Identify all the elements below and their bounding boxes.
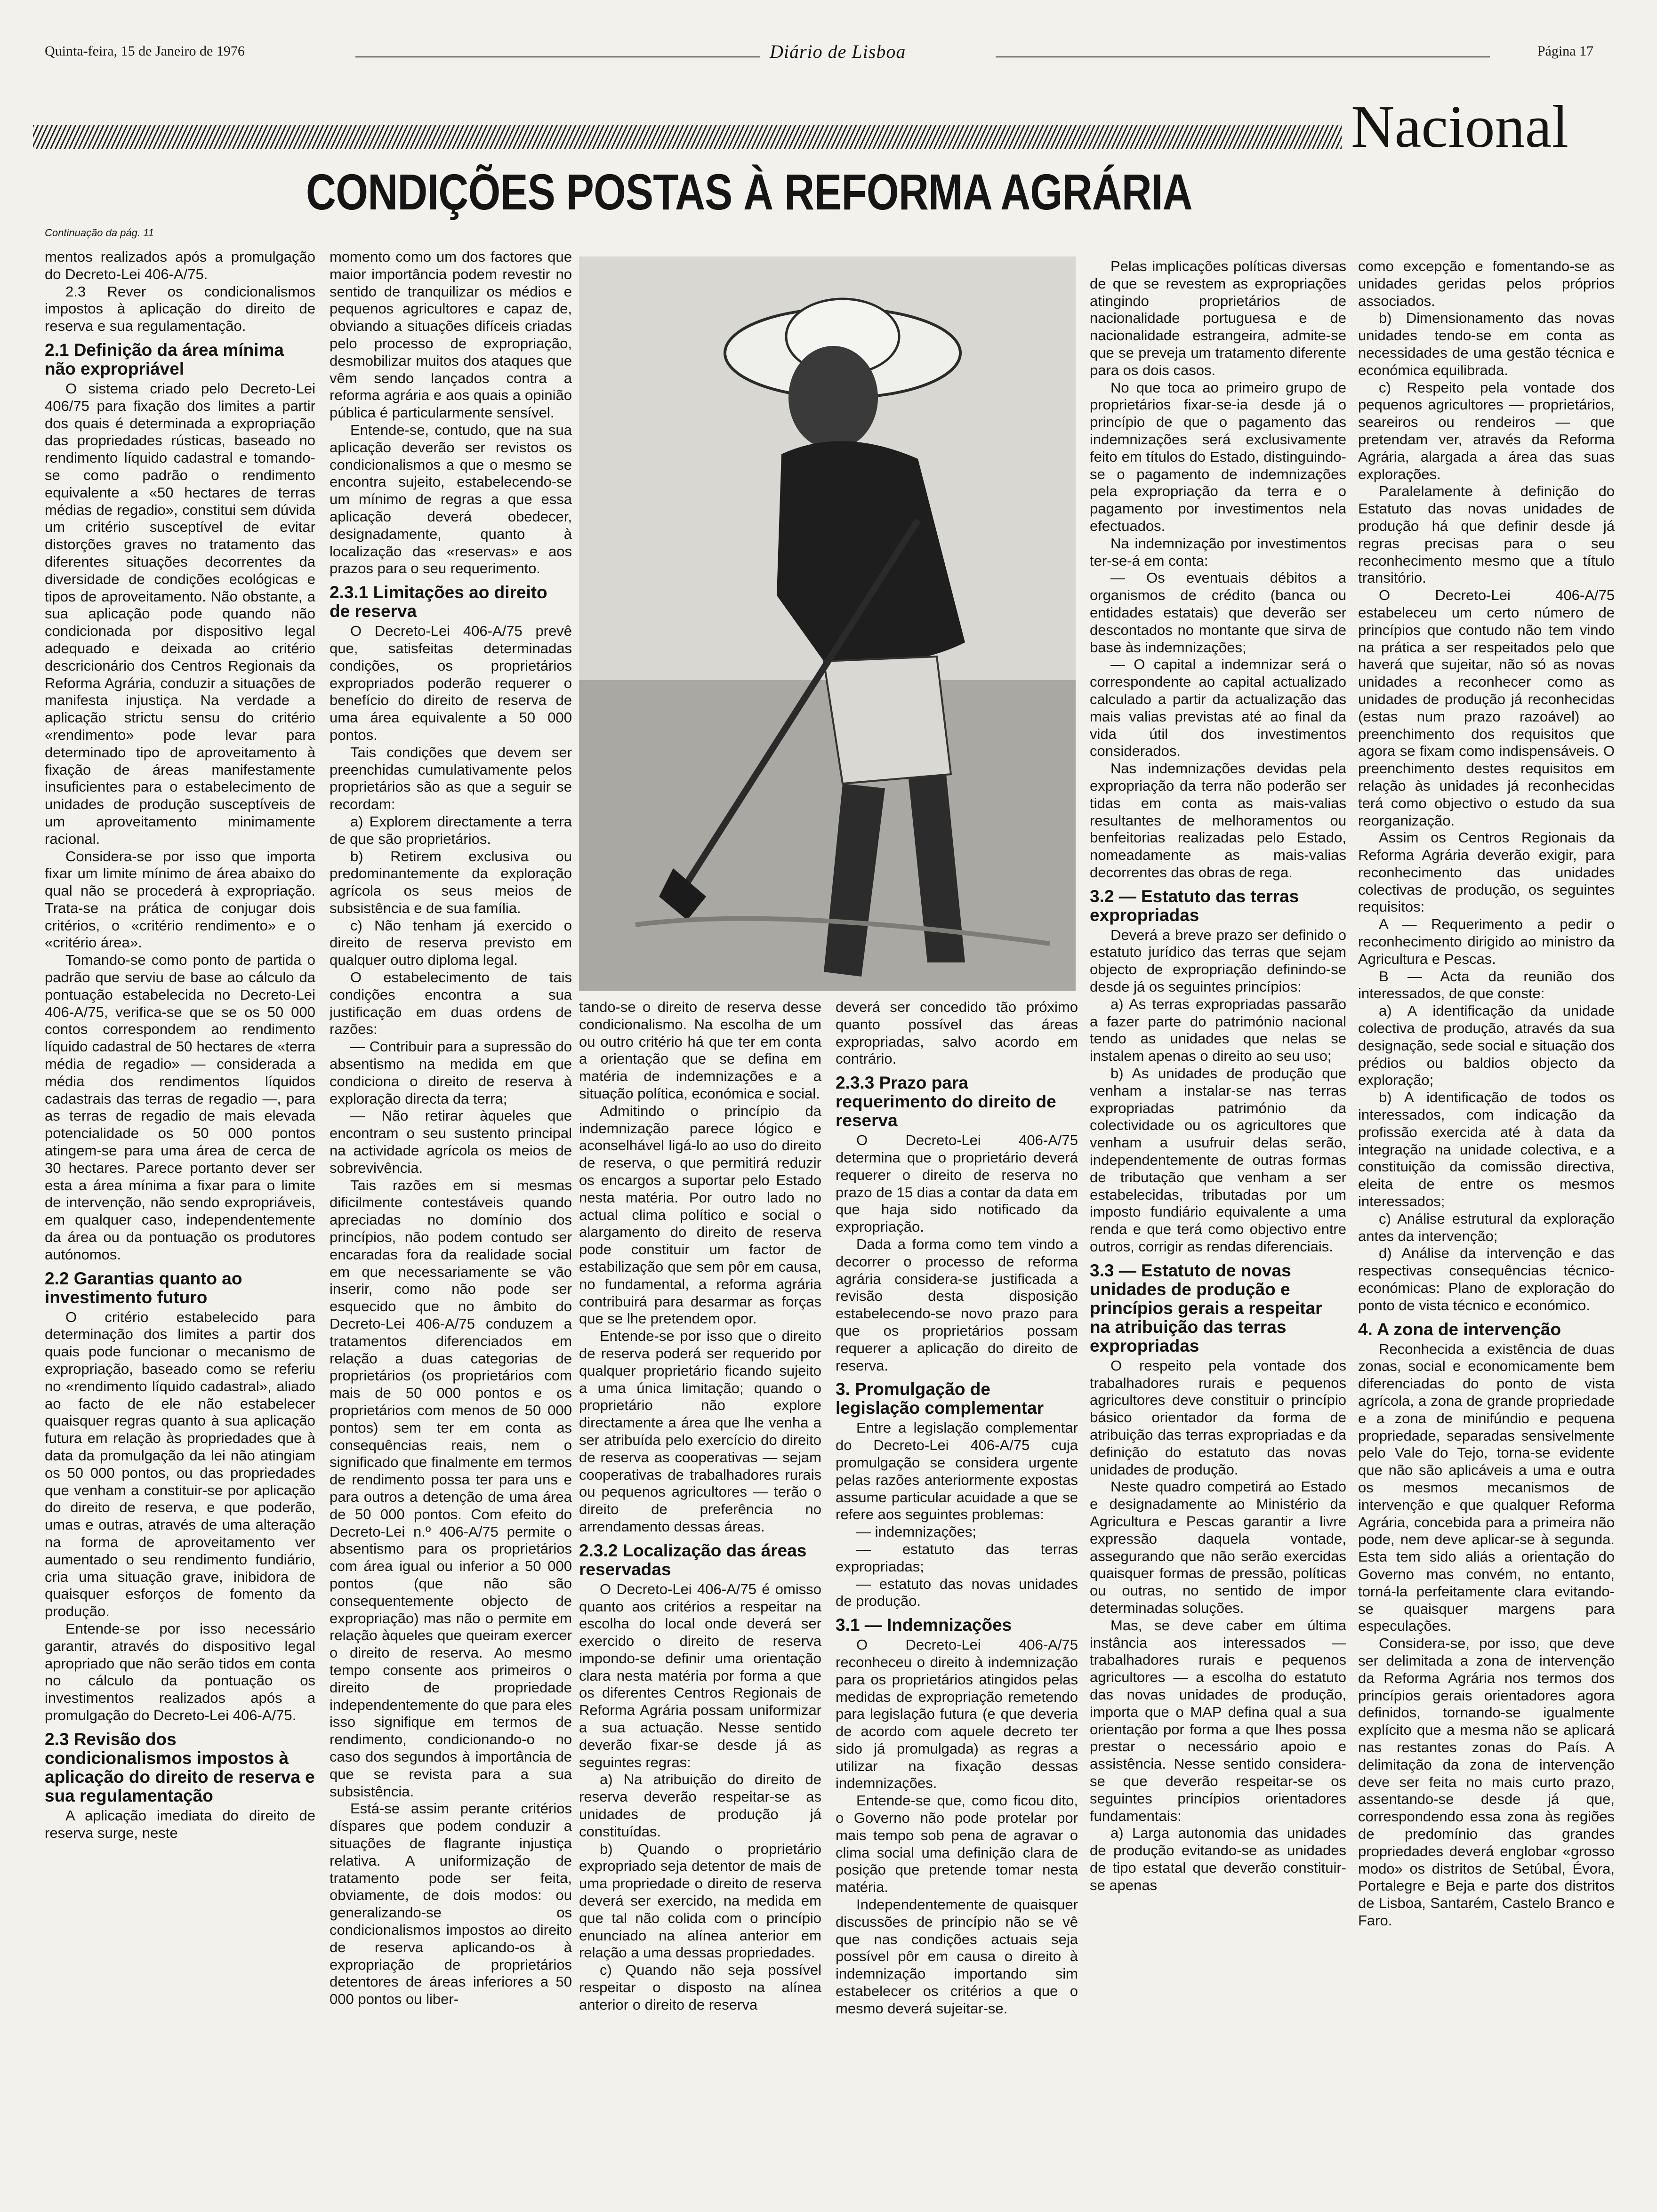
paragraph: a) Explorem directamente a terra de que são proprietários. (330, 813, 572, 847)
paragraph: Está-se assim perante critérios díspares que podem conduzir a situações de flagrante injustiça relativa. A uniformização de tratamento pode ser feita, obviamente, de dois modos: ou generalizando-se os condicionalismos impostos ao direito de reserva aplicando-os à expropriação de proprietários detentores de áreas inferiores a 50 000 pontos ou liber- (330, 1800, 572, 2008)
paragraph: — Contribuir para a supressão do absentismo na medida em que condiciona o direito de reserva à exploração directa da terra; (330, 1038, 572, 1107)
paragraph: a) Na atribuição do direito de reserva deverão respeitar-se as unidades de produção já constituídas. (579, 1771, 821, 1840)
paragraph: O Decreto-Lei 406-A/75 é omisso quanto aos critérios a respeitar na escolha do local onde deverá ser exercido o direito de reserva impondo-se definir uma orientação clara nesta matéria por forma a que os diferentes Centros Regionais de Reforma Agrária possam uniformizar a sua actuação. Nesse sentido deverão fixar-se desde já as seguintes regras: (579, 1580, 821, 1771)
article-column-6 (1358, 258, 1615, 2178)
headline: CONDIÇÕES POSTAS À REFORMA AGRÁRIA (306, 163, 1192, 220)
subheading: 3. Promulgação de legislação complementar (836, 1379, 1044, 1418)
subheading: 2.3.3 Prazo para requerimento do direito de reserva (836, 1073, 1056, 1130)
paragraph: Assim os Centros Regionais da Reforma Agrária deverão exigir, para reconhecimento das unidades colectivas de produção, os seguintes requisitos: (1358, 829, 1615, 915)
paragraph: O respeito pela vontade dos trabalhadores rurais e pequenos agricultores deve constituir o princípio básico orientador da forma de atribuição das terras expropriadas e da definição do estatuto das novas unidades de produção. (1090, 1357, 1346, 1478)
paragraph: b) As unidades de produção que venham a instalar-se nas terras expropriadas património da colectividade ou os agricultores que venham a usufruir delas serão, independentemente de outras formas de tributação que venham a ser estabelecidas, tributadas por um imposto fundiário equivalente a uma renda e que terá como objectivo entre outros, corrigir as rendas diferenciais. (1090, 1065, 1346, 1255)
article-column-1 (45, 248, 315, 2178)
header-rule-left (355, 56, 760, 57)
page-number: Página 17 (1537, 43, 1593, 59)
paragraph: Na indemnização por investimentos ter-se-á em conta: (1090, 535, 1346, 569)
subheading: 2.1 Definição da área mínima não expropriável (45, 340, 284, 378)
paragraph: c) Não tenham já exercido o direito de reserva previsto em qualquer outro diploma legal. (330, 917, 572, 969)
paragraph: b) Quando o proprietário expropriado seja detentor de mais de uma propriedade o direito de reserva deverá ser exercido, na medida em que tal não colida com o princípio enunciado na alínea anterior em relação a uma dessas propriedades. (579, 1840, 821, 1961)
paragraph: — O capital a indemnizar será o correspondente ao capital actualizado calculado a partir da actualização das mais valias previstas até ao final da vida útil dos investimentos considerados. (1090, 656, 1346, 760)
paragraph: Tais condições que devem ser preenchidas cumulativamente pelos proprietários são as que a seguir se recordam: (330, 744, 572, 813)
paragraph: Dada a forma como tem vindo a decorrer o processo de reforma agrária considera-se justificada a revisão desta disposição estabelecendo-se novo prazo para que os proprietários possam requerer a aplicação do direito de reserva. (836, 1235, 1078, 1374)
paragraph: — Os eventuais débitos a organismos de crédito (banca ou entidades estatais) que deverão ser descontados no montante que sirva de base às indemnizações; (1090, 569, 1346, 656)
paragraph: O Decreto-Lei 406-A/75 determina que o proprietário deverá requerer o direito de reserva no prazo de 15 dias a contar da data em que haja sido notificado da expropriação. (836, 1132, 1078, 1235)
paragraph: a) Larga autonomia das unidades de produção evitando-se as unidades de tipo estatal que deverão constituir-se apenas (1090, 1825, 1346, 1893)
paragraph: No que toca ao primeiro grupo de proprietários fixar-se-ia desde já o princípio de que o pagamento das indemnizações será exclusivamente feito em títulos do Estado, distinguindo-se o pagamento de indemnizações pela expropriação da terra e o pagamento por investimentos nela efectuados. (1090, 379, 1346, 534)
subheading: 2.3.1 Limitações ao direito de reserva (330, 583, 547, 621)
paragraph: Tais razões em si mesmas dificilmente contestáveis quando apreciadas no domínio dos princípios, não podem contudo ser encaradas fora da realidade social em que necessariamente se vão inserir, como não pode ser esquecido que no âmbito do Decreto-Lei 406-A/75 conduzem a tratamentos diferenciados em relação a duas categorias de proprietários (os proprietários com mais de 50 000 pontos e os proprietários com menos de 50 000 pontos) sem ter em conta as consequências reais, nem o significado que finalmente em termos de rendimento possa ter para uns e para outros a detenção de uma área de 50 000 pontos. Com efeito do Decreto-Lei n.º 406-A/75 permite o absentismo para os proprietários com área igual ou inferior a 50 000 pontos (que não são consequentemente objecto de expropriação) mas não o permite em relação àqueles que queiram exercer o direito de reserva. Ao mesmo tempo consente aos primeiros o direito de propriedade independentemente do que para eles isso signifique em termos de rendimento, condicionando-o no caso dos segundos à importância de que se revista para a sua subsistência. (330, 1177, 572, 1800)
paragraph: c) Respeito pela vontade dos pequenos agricultores — proprietários, seareiros ou rendeiros — que pretendam ver, através da Reforma Agrária, alargada a área das suas explorações. (1358, 379, 1615, 482)
continuation-note: Continuação da pág. 11 (45, 227, 154, 239)
paragraph: Independentemente de quaisquer discussões de princípio não se vê que nas condições actuais seja possível pôr em causa o direito à indemnização importando sim estabelecer os critérios a que o mesmo deverá sujeitar-se. (836, 1896, 1078, 2017)
header-rule-right (996, 56, 1490, 57)
article-column-3 (579, 999, 821, 2178)
paragraph: d) Análise da intervenção e das respectivas consequências técnico-económicas: Plano de exploração do ponto de vista técnico e económico. (1358, 1245, 1615, 1314)
article-column-4 (836, 999, 1078, 2178)
paragraph: a) As terras expropriadas passarão a fazer parte do património nacional tendo as unidades que nelas se instalem apenas o direito ao seu uso; (1090, 995, 1346, 1065)
section-hatch-band (33, 125, 1342, 149)
subheading: 3.3 — Estatuto de novas unidades de produção e princípios gerais a respeitar na atribuição das terras expropriadas (1090, 1260, 1322, 1355)
article-column-2 (330, 248, 572, 2178)
subheading: 2.3.2 Localização das áreas reservadas (579, 1540, 807, 1579)
paragraph: b) A identificação de todos os interessados, com indicação da profissão exercida até à data da integração na unidade colectiva, e a constituição da comissão directiva, eleita de entre os mesmos interessados; (1358, 1089, 1615, 1210)
paragraph: Pelas implicações políticas diversas de que se revestem as expropriações atingindo proprietários de nacionalidade portuguesa e de nacionalidade estrangeira, admite-se que se preveja um tratamento diferente para os dois casos. (1090, 258, 1346, 378)
paragraph: — estatuto das terras expropriadas; (836, 1540, 1078, 1575)
subheading: 2.3 Revisão dos condicionalismos impostos à aplicação do direito de reserva e sua regulamentação (45, 1729, 315, 1805)
paragraph: Entende-se por isso necessário garantir, através do dispositivo legal apropriado que não serão tidos em conta no cálculo da pontuação os investimentos realizados após a promulgação do Decreto-Lei 406-A/75. (45, 1620, 315, 1723)
paragraph: Paralelamente à definição do Estatuto das novas unidades de produção há que definir desde já regras precisas para o seu reconhecimento mesmo que a título transitório. (1358, 483, 1615, 586)
paragraph: Entende-se que, como ficou dito, o Governo não pode protelar por mais tempo sob pena de agravar o clima social uma definição clara de posição que pretende tomar nesta matéria. (836, 1792, 1078, 1896)
paragraph: Neste quadro competirá ao Estado e designadamente ao Ministério da Agricultura e Pescas garantir a livre expressão daquela vontade, assegurando que não serão exercidas quaisquer formas de pressão, políticas ou outras, no sentido de impor determinadas soluções. (1090, 1478, 1346, 1616)
paragraph: 2.3 Rever os condicionalismos impostos à aplicação do direito de reserva e sua regulamentação. (45, 283, 315, 335)
paragraph: Entende-se, contudo, que na sua aplicação deverão ser revistos os condicionalismos a que o mesmo se encontra sujeito, estabelecendo-se um mínimo de regras a que essa aplicação deverá obedecer, designadamente, quanto à localização das «reservas» e aos prazos para o seu requerimento. (330, 421, 572, 577)
paragraph: momento como um dos factores que maior importância podem revestir no sentido de tranquilizar os médios e pequenos agricultores e capaz de, obviando a situações difíceis criadas pelo processo de expropriação, desmobilizar muitos dos ataques que vêm sendo lançados contra a reforma agrária e aos quais a opinião pública é particularmente sensível. (330, 248, 572, 421)
paragraph: — Não retirar àqueles que encontram o seu sustento principal na actividade agrícola os meios de sobrevivência. (330, 1107, 572, 1176)
paragraph: b) Dimensionamento das novas unidades tendo-se em conta as necessidades de uma gestão técnica e económica equilibrada. (1358, 310, 1615, 378)
paragraph: — estatuto das novas unidades de produção. (836, 1575, 1078, 1610)
paragraph: deverá ser concedido tão próximo quanto possível das áreas expropriadas, salvo acordo em contrário. (836, 999, 1078, 1067)
article-column-5 (1090, 258, 1346, 2178)
paragraph: Considera-se por isso que importa fixar um limite mínimo de área abaixo do qual não se procederá à expropriação. Trata-se na prática de conjugar dois critérios, o «critério rendimento» e o «critério área». (45, 848, 315, 951)
paragraph: a) A identificação da unidade colectiva de produção, através da sua designação, sede social e situação dos prédios ou baldios objecto da exploração; (1358, 1002, 1615, 1089)
paragraph: O sistema criado pelo Decreto-Lei 406/75 para fixação dos limites a partir dos quais é determinada a expropriação das propriedades rústicas, baseado no rendimento líquido cadastral e tomando-se como padrão o rendimento equivalente a «50 hectares de terras médias de regadio», constitui sem dúvida um critério susceptível de evitar distorções graves no tratamento das diferentes situações decorrentes da diversidade de condições ecológicas e tipos de aproveitamento. Não obstante, a sua aplicação pode quando não condicionada por dispositivo legal adequado e deixada ao critério descricionário dos Centros Regionais da Reforma Agrária, conduzir a situações de manifesta injustiça. Na verdade a aplicação strictu sensu do critério «rendimento» pode levar para determinado tipo de aproveitamento à fixação de áreas manifestamente insuficientes para o estabelecimento de unidades de produção susceptíveis de um aproveitamento minimamente racional. (45, 380, 315, 847)
paragraph: O Decreto-Lei 406-A/75 estabeleceu um certo número de princípios que contudo não tem vindo na prática a ser respeitados pelo que haverá que sujeitar, não só as novas unidades a reconhecer como as unidades de produção já reconhecidas (estas num prazo razoável) ao preenchimento dos requisitos que agora se fixam como indispensáveis. O preenchimento destes requisitos em relação às unidades já reconhecidas terá como objectivo o estudo da sua reorganização. (1358, 587, 1615, 829)
paragraph: Reconhecida a existência de duas zonas, social e economicamente bem diferenciadas do ponto de vista agrícola, a zona de grande propriedade e a zona de minifúndio e pequena propriedade, separadas sensivelmente pelo Vale do Tejo, torna-se evidente que não são aplicáveis a uma e outra os mesmos mecanismos de intervenção e que qualquer Reforma Agrária, concebida para a primeira não pode, nem deve aplicar-se à segunda. Esta tem sido aliás a orientação do Governo mas convém, no entanto, torná-la perfeitamente clara evitando-se quaisquer margens para especulações. (1358, 1340, 1615, 1635)
paragraph: Nas indemnizações devidas pela expropriação da terra não poderão ser tidas em conta as mais-valias resultantes de melhoramentos ou benfeitorias realizadas pelo Estado, nomeadamente as mais-valias decorrentes das obras de rega. (1090, 760, 1346, 881)
paragraph: Considera-se, por isso, que deve ser delimitada a zona de intervenção da Reforma Agrária nos termos dos princípios gerais orientadores agora definidos, tornando-se igualmente explícito que a mesma não se aplicará nas restantes zonas do País. A delimitação da zona de intervenção deve ser feita no mais curto prazo, assentando-se desde já que, correspondendo essa zona às regiões de predomínio das grandes propriedades deverá englobar «grosso modo» os distritos de Setúbal, Évora, Portalegre e Beja e parte dos distritos de Lisboa, Santarém, Castelo Branco e Faro. (1358, 1635, 1615, 1929)
paragraph: — indemnizações; (856, 1523, 977, 1540)
issue-date: Quinta-feira, 15 de Janeiro de 1976 (45, 43, 245, 59)
paragraph: c) Quando não seja possível respeitar o disposto na alínea anterior o direito de reserva (579, 1962, 821, 2013)
paragraph: Entende-se por isso que o direito de reserva poderá ser requerido por qualquer proprietário ficando sujeito a uma única limitação; quando o proprietário não explore directamente a área que lhe venha a ser atribuída pelo exercício do direito de reserva as cooperativas — sejam cooperativas de trabalhadores rurais ou pequenos agricultores — terão o direito de preferência no arrendamento dessas áreas. (579, 1328, 821, 1535)
paragraph: B — Acta da reunião dos interessados, de que conste: (1358, 968, 1615, 1002)
paragraph: O Decreto-Lei 406-A/75 reconheceu o direito à indemnização para os proprietários atingidos pelas medidas de expropriação remetendo para legislação futura (e que deveria de acordo com aquele decreto ter sido já promulgada) as regras a utilizar na fixação dessas indemnizações. (836, 1636, 1078, 1792)
paragraph: O estabelecimento de tais condições encontra a sua justificação em duas ordens de razões: (330, 969, 572, 1038)
paragraph: A aplicação imediata do direito de reserva surge, neste (45, 1807, 315, 1841)
paragraph: Entre a legislação complementar do Decreto-Lei 406-A/75 cuja promulgação se considera urgente pelas razões anteriormente expostas assume particular acuidade a que se refere aos seguintes problemas: (836, 1419, 1078, 1523)
paragraph: mentos realizados após a promulgação do Decreto-Lei 406-A/75. (45, 248, 315, 282)
paragraph: b) Retirem exclusiva ou predominantemente da exploração agrícola os seus meios de subsistência e de sua família. (330, 848, 572, 916)
photo-farm-worker-with-hoe (579, 256, 1076, 991)
page-header (45, 43, 1593, 62)
paragraph: c) Análise estrutural da exploração antes da intervenção; (1358, 1210, 1615, 1244)
paragraph: tando-se o direito de reserva desse condicionalismo. Na escolha de um ou outro critério há que ter em conta a orientação que se defina em matéria de indemnizações e a situação política, económica e social. (579, 999, 821, 1102)
paragraph: A — Requerimento a pedir o reconhecimento dirigido ao ministro da Agricultura e Pescas. (1358, 916, 1615, 967)
paragraph: O Decreto-Lei 406-A/75 prevê que, satisfeitas determinadas condições, os proprietários expropriados poderão requerer o benefício do direito de reserva de uma área equivalente a 50 000 pontos. (330, 623, 572, 743)
paragraph: Mas, se deve caber em última instância aos interessados — trabalhadores rurais e pequenos agricultores — a escolha do estatuto das novas unidades de produção, importa que o MAP defina qual a sua orientação por forma a que lhes possa prestar o necessário apoio e assistência. Nesse sentido considera-se que deverão respeitar-se os seguintes princípios orientadores fundamentais: (1090, 1617, 1346, 1824)
paragraph: Tomando-se como ponto de partida o padrão que serviu de base ao cálculo da pontuação estabelecida no Decreto-Lei 406-A/75, verifica-se que se os 50 000 contos correspondem ao rendimento líquido cadastral de 50 hectares de «terra média de regadio» — considerada a média dos rendimentos líquidos cadastrais das terras de regadio —, para as terras de regadio de mais elevada potencialidade os 50 000 pontos atingem-se para uma área de cerca de 30 hectares. Parece portanto dever ser esta a área mínima a fixar para o limite de intervenção, não sendo expropriáveis, em qualquer caso, independentemente da área ou da pontuação os produtores autónomos. (45, 952, 315, 1263)
subheading: 2.2 Garantias quanto ao investimento futuro (45, 1268, 242, 1307)
photo-illustration (579, 256, 1076, 991)
subheading: 3.2 — Estatuto das terras expropriadas (1090, 886, 1299, 925)
section-title: Nacional (1351, 93, 1569, 160)
paragraph: como excepção e fomentando-se as unidades geridas pelos próprios associados. (1358, 258, 1615, 309)
masthead: Diário de Lisboa (770, 41, 906, 62)
subheading: 4. A zona de intervenção (1358, 1319, 1561, 1339)
paragraph: Deverá a breve prazo ser definido o estatuto jurídico das terras que sejam objecto de expropriação definindo-se desde já os seguintes princípios: (1090, 926, 1346, 995)
subheading: 3.1 — Indemnizações (836, 1615, 1012, 1635)
paragraph: Admitindo o princípio da indemnização parece lógico e aconselhável ligá-lo ao uso do direito de reserva, o que permitirá reduzir os encargos a suportar pelo Estado nesta matéria. Por outro lado no actual clima político e social o alargamento do direito de reserva pode constituir um factor de estabilização que sem pôr em causa, no fundamental, a reforma agrária contribuirá para desarmar as forças que se lhe pretendem opor. (579, 1102, 821, 1327)
paragraph: O critério estabelecido para determinação dos limites a partir dos quais pode funcionar o mecanismo de expropriação, baseado como se referiu no «rendimento líquido cadastral», aliado ao facto de ele não estabelecer quaisquer regras quanto à sua aplicação futura em relação às propriedades que à data da promulgação da lei não atingiam os 50 000 pontos, ou das propriedades que venham a constituir-se por aplicação do direito de reserva, e que poderão, umas e outras, através de uma alteração na forma de aproveitamento ver aumentado o seu rendimento fundiário, cria uma situação grave, inibidora de quaisquer esforços de fomento da produção. (45, 1308, 315, 1620)
